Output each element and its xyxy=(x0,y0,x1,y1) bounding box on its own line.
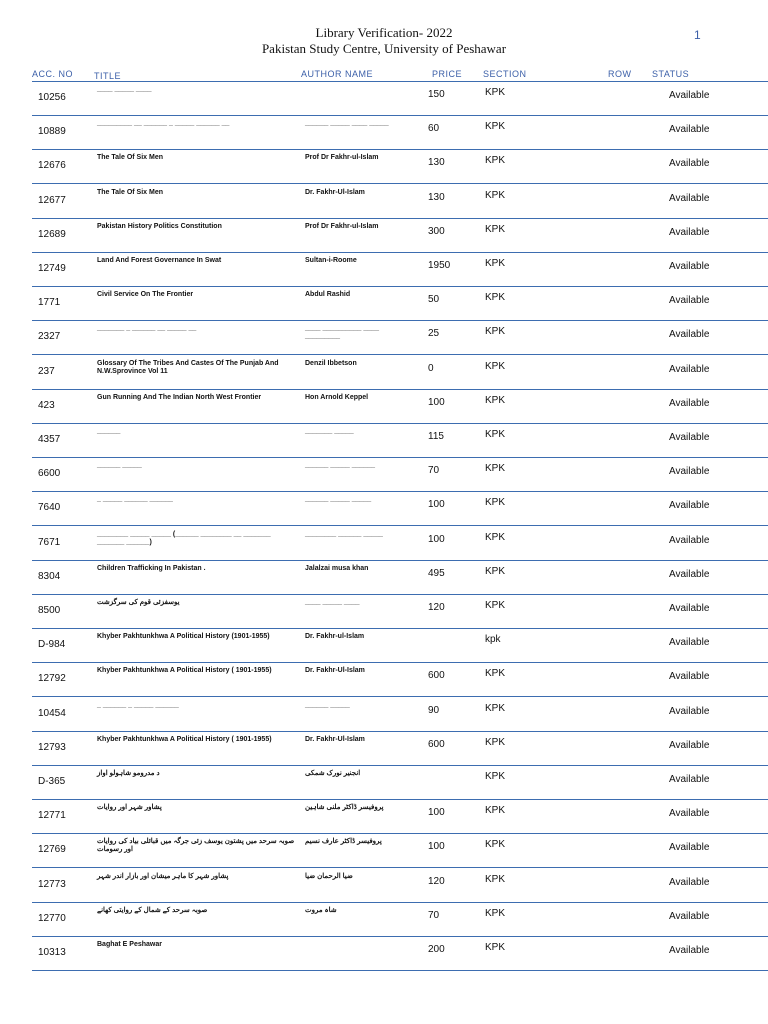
author-cell: ________ ______ _____ xyxy=(305,530,383,538)
section-cell: KPK xyxy=(485,668,506,680)
table-row xyxy=(0,595,768,629)
title-cell: ______ xyxy=(97,428,121,435)
author-cell: ______ _____ xyxy=(305,701,350,709)
table-row xyxy=(0,492,768,526)
status-cell: Available xyxy=(669,90,710,101)
acc-no-cell: 12749 xyxy=(38,263,66,274)
price-cell: 150 xyxy=(428,89,445,100)
table-row xyxy=(0,903,768,937)
title-cell: ________ _____ _____ (______ ________ __ _______ _______ ______) xyxy=(97,530,271,546)
author-cell: ______ _____ ______ xyxy=(305,462,376,470)
section-cell: KPK xyxy=(485,497,506,509)
author-cell: Dr. Fakhr-Ul-Islam xyxy=(305,667,365,675)
acc-no-cell: D-365 xyxy=(38,776,66,787)
status-cell: Available xyxy=(669,876,710,888)
acc-no-cell: 8500 xyxy=(38,605,61,616)
section-cell: KPK xyxy=(485,702,506,714)
acc-no-cell: 12792 xyxy=(38,673,66,685)
title-cell: Glossary Of The Tribes And Castes Of The Punjab And N.W.Sprovince Vol 11 xyxy=(97,359,279,375)
price-cell: 200 xyxy=(428,944,445,955)
price-cell: 600 xyxy=(428,670,445,682)
table-row xyxy=(0,663,768,697)
price-cell: 25 xyxy=(428,328,440,340)
acc-no-cell: 12793 xyxy=(38,741,66,753)
status-cell: Available xyxy=(669,568,710,580)
table-row xyxy=(0,458,768,492)
table-row xyxy=(0,219,768,253)
acc-no-cell: 12689 xyxy=(38,228,66,240)
author-cell: Hon Arnold Keppel xyxy=(305,393,369,401)
status-cell: Available xyxy=(669,774,710,785)
section-cell: KPK xyxy=(485,531,506,543)
acc-no-cell: 423 xyxy=(38,399,55,411)
title-cell: _ ______ _ _____ ______ xyxy=(97,701,179,709)
price-cell: 300 xyxy=(428,225,445,237)
status-cell: Available xyxy=(669,295,710,307)
price-cell: 70 xyxy=(428,909,440,921)
title-cell: Land And Forest Governance In Swat xyxy=(97,257,222,264)
acc-no-cell: 7640 xyxy=(38,502,61,514)
acc-no-cell: 12677 xyxy=(38,194,66,206)
document-subtitle: Pakistan Study Centre, University of Peshawar xyxy=(261,41,507,56)
status-cell: Available xyxy=(669,705,710,717)
section-cell: KPK xyxy=(485,907,506,919)
title-cell: صوبہ سرحد میں پشتون یوسف زئی جرگہ میں قبائلی بیاد کی روایات اور رسومات xyxy=(97,838,295,854)
section-cell: KPK xyxy=(485,839,506,851)
section-cell: KPK xyxy=(485,223,506,235)
acc-no-cell: 12676 xyxy=(38,160,66,172)
table-row xyxy=(0,356,768,390)
table-row xyxy=(0,185,768,219)
table-row xyxy=(0,150,768,184)
table-row xyxy=(0,732,768,766)
section-cell: KPK xyxy=(485,600,506,611)
section-cell: KPK xyxy=(485,189,506,201)
title-cell: _________ __ ______ _ _____ ______ __ xyxy=(97,120,230,128)
title-cell: د مدرومو شاہولو اواز xyxy=(97,770,160,777)
price-cell: 100 xyxy=(428,841,445,853)
author-cell: انجنیر نورک شمکی xyxy=(305,770,361,777)
title-cell: Khyber Pakhtunkhwa A Political History ( 1901-1955) xyxy=(97,667,272,675)
acc-no-cell: 2327 xyxy=(38,331,61,343)
status-cell: Available xyxy=(669,432,710,443)
table-row xyxy=(0,834,768,868)
price-cell: 130 xyxy=(428,157,445,169)
author-cell: ____ __________ ____ _________ xyxy=(305,325,379,341)
title-cell: Gun Running And The Indian North West Frontier xyxy=(97,393,262,401)
table-row xyxy=(0,766,768,800)
page-number: 1 xyxy=(694,28,701,42)
acc-no-cell: 12769 xyxy=(38,844,66,856)
status-cell: Available xyxy=(669,534,710,546)
status-cell: Available xyxy=(669,466,710,478)
status-cell: Available xyxy=(669,397,710,409)
table-row xyxy=(0,321,768,355)
section-cell: KPK xyxy=(485,429,506,440)
section-cell: KPK xyxy=(485,873,506,885)
section-cell: kpk xyxy=(485,634,501,646)
table-row xyxy=(0,800,768,834)
col-header-price: PRICE xyxy=(432,69,463,79)
table-row xyxy=(0,698,768,732)
author-cell: پروفیسر ڈاکٹر ملنی شاہین xyxy=(305,804,384,812)
section-cell: KPK xyxy=(485,326,506,338)
status-cell: Available xyxy=(669,945,710,956)
col-header-section: SECTION xyxy=(483,69,527,79)
author-cell: Prof Dr Fakhr-ul-Islam xyxy=(305,154,379,162)
title-cell: پشاور شہر اور روایات xyxy=(97,804,162,812)
col-header-author: AUTHOR NAME xyxy=(301,69,374,79)
price-cell: 495 xyxy=(428,567,445,579)
author-cell: Denzil Ibbetson xyxy=(305,359,357,367)
status-cell: Available xyxy=(669,329,710,341)
section-cell: KPK xyxy=(485,771,506,782)
title-cell: Children Trafficking In Pakistan . xyxy=(97,564,206,572)
author-cell: ضیا الرحمان ضیا xyxy=(305,872,353,880)
price-cell: 50 xyxy=(428,294,440,306)
table-row xyxy=(0,937,768,971)
document-title: Library Verification- 2022 xyxy=(315,25,453,40)
title-cell: Khyber Pakhtunkhwa A Political History (1901-1955) xyxy=(97,633,270,641)
table-row xyxy=(0,527,768,561)
status-cell: Available xyxy=(669,124,710,136)
author-cell: پروفیسر ڈاکٹر عارف نسیم xyxy=(305,838,382,846)
author-cell: Sultan-i-Roome xyxy=(305,257,357,264)
status-cell: Available xyxy=(669,226,710,238)
title-cell: یوسفزئی قوم کی سرگزشت xyxy=(97,599,180,606)
price-cell: 100 xyxy=(428,807,445,819)
price-cell: 100 xyxy=(428,396,445,408)
section-cell: KPK xyxy=(485,155,506,167)
status-cell: Available xyxy=(669,603,710,614)
status-cell: Available xyxy=(669,808,710,820)
table-row xyxy=(0,116,768,150)
section-cell: KPK xyxy=(485,258,506,269)
price-cell: 60 xyxy=(428,123,440,135)
col-header-acc-no: ACC. NO xyxy=(32,69,74,79)
status-cell: Available xyxy=(669,192,710,204)
acc-no-cell: 6600 xyxy=(38,468,61,480)
section-cell: KPK xyxy=(485,805,506,817)
author-cell: ______ _____ ____ _____ xyxy=(305,120,389,128)
price-cell: 120 xyxy=(428,875,445,887)
acc-no-cell: 10313 xyxy=(38,947,66,958)
table-row xyxy=(0,253,768,287)
section-cell: KPK xyxy=(485,360,506,372)
row-divider xyxy=(32,970,768,971)
acc-no-cell: 12771 xyxy=(38,810,66,822)
title-cell: _______ _ ______ __ _____ __ xyxy=(97,325,197,333)
section-cell: KPK xyxy=(485,463,506,475)
title-cell: Civil Service On The Frontier xyxy=(97,291,194,299)
acc-no-cell: 237 xyxy=(38,365,55,377)
section-cell: KPK xyxy=(485,565,506,577)
acc-no-cell: 10454 xyxy=(38,707,66,719)
author-cell: ______ _____ _____ xyxy=(305,496,372,504)
price-cell: 100 xyxy=(428,533,445,545)
status-cell: Available xyxy=(669,637,710,649)
acc-no-cell: 7671 xyxy=(38,536,61,548)
price-cell: 130 xyxy=(428,191,445,203)
price-cell: 70 xyxy=(428,465,440,477)
table-row xyxy=(0,390,768,424)
author-cell: شاہ مروت xyxy=(305,906,337,914)
status-cell: Available xyxy=(669,363,710,375)
status-cell: Available xyxy=(669,500,710,512)
author-cell: Dr. Fakhr-Ul-Islam xyxy=(305,188,365,196)
col-header-row: ROW xyxy=(608,69,632,79)
acc-no-cell: 4357 xyxy=(38,434,61,445)
section-cell: KPK xyxy=(485,942,506,953)
author-cell: Abdul Rashid xyxy=(305,291,351,299)
table-row xyxy=(0,424,768,458)
title-cell: The Tale Of Six Men xyxy=(97,188,163,196)
title-cell: _ _____ ______ ______ xyxy=(97,496,173,504)
price-cell: 600 xyxy=(428,738,445,750)
title-cell: ______ _____ xyxy=(97,462,142,470)
col-header-status: STATUS xyxy=(652,69,690,79)
price-cell: 115 xyxy=(428,431,444,442)
status-cell: Available xyxy=(669,910,710,922)
title-cell: Khyber Pakhtunkhwa A Political History ( 1901-1955) xyxy=(97,735,272,743)
author-cell: Prof Dr Fakhr-ul-Islam xyxy=(305,222,379,230)
title-cell: The Tale Of Six Men xyxy=(97,154,163,162)
author-cell: Dr. Fakhr-ul-Islam xyxy=(305,633,365,641)
table-row xyxy=(0,869,768,903)
acc-no-cell: 10889 xyxy=(38,126,66,138)
title-cell: Baghat E Peshawar xyxy=(97,941,162,948)
section-cell: KPK xyxy=(485,121,506,133)
price-cell: 120 xyxy=(428,602,445,613)
acc-no-cell: 12770 xyxy=(38,912,66,924)
author-cell: ____ _____ ____ xyxy=(305,599,360,606)
price-cell: 100 xyxy=(428,499,445,511)
price-cell: 0 xyxy=(428,362,434,374)
acc-no-cell: 12773 xyxy=(38,878,66,890)
title-cell: ____ _____ ____ xyxy=(97,86,152,93)
price-cell: 90 xyxy=(428,704,440,716)
status-cell: Available xyxy=(669,261,710,272)
price-cell: 1950 xyxy=(428,260,451,271)
author-cell: Jalalzai musa khan xyxy=(305,564,369,572)
table-row xyxy=(0,629,768,663)
status-cell: Available xyxy=(669,158,710,170)
section-cell: KPK xyxy=(485,736,506,748)
status-cell: Available xyxy=(669,842,710,854)
author-cell: _______ _____ xyxy=(305,428,354,435)
table-row xyxy=(0,82,768,116)
acc-no-cell: 8304 xyxy=(38,570,61,582)
table-row xyxy=(0,561,768,595)
title-cell: Pakistan History Politics Constitution xyxy=(97,222,222,230)
section-cell: KPK xyxy=(485,87,506,98)
title-cell: صوبہ سرحد کے شمال کے روایتی کھانے xyxy=(97,906,208,914)
acc-no-cell: 1771 xyxy=(38,297,61,309)
acc-no-cell: D-984 xyxy=(38,639,66,651)
author-cell: Dr. Fakhr-Ul-Islam xyxy=(305,735,365,743)
title-cell: پشاور شہر کا ماہر میشان اور بازار اندر شہر xyxy=(97,872,229,880)
table-row xyxy=(0,287,768,321)
acc-no-cell: 10256 xyxy=(38,92,66,103)
section-cell: KPK xyxy=(485,394,506,406)
section-cell: KPK xyxy=(485,292,506,304)
status-cell: Available xyxy=(669,739,710,751)
status-cell: Available xyxy=(669,671,710,683)
col-header-title: TITLE xyxy=(94,71,122,81)
